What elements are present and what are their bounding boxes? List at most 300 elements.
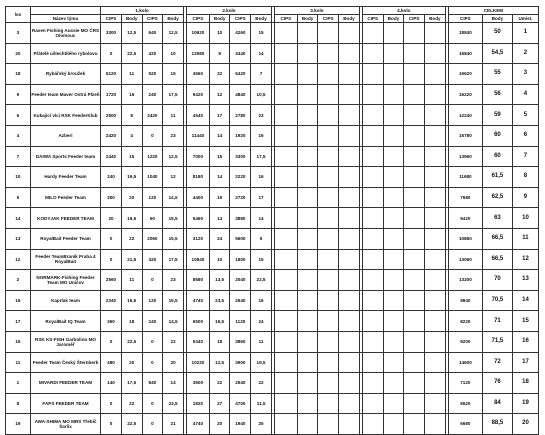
cell-r1: 11 bbox=[121, 64, 142, 85]
cell-r2: 16 bbox=[251, 125, 272, 146]
cell-r4 bbox=[383, 373, 404, 394]
cell-r2: 8 bbox=[209, 43, 230, 64]
cell-r1: 10 bbox=[163, 43, 184, 64]
cell-r4 bbox=[362, 414, 383, 435]
results-table bbox=[5, 6, 539, 435]
cell-r1: 14 bbox=[163, 373, 184, 394]
cell-r2: 10620 bbox=[187, 23, 210, 44]
header-r1-body2: Body bbox=[163, 15, 184, 23]
cell-r4 bbox=[383, 249, 404, 270]
cell-start: 15 bbox=[6, 331, 31, 352]
cell-r3 bbox=[274, 352, 297, 373]
header-r4-body2: Body bbox=[424, 15, 445, 23]
cell-place: 12 bbox=[512, 249, 538, 270]
cell-r1: 23 bbox=[163, 125, 184, 146]
cell-r1: 12,5 bbox=[121, 23, 142, 44]
cell-start: 18 bbox=[6, 64, 31, 85]
cell-r4 bbox=[383, 311, 404, 332]
cell-r4 bbox=[404, 228, 425, 249]
cell-total-cips: 14600 bbox=[448, 352, 482, 373]
table-row bbox=[6, 105, 539, 126]
cell-r2: 22 bbox=[209, 373, 230, 394]
cell-r1: 0 bbox=[142, 270, 163, 291]
cell-r2: 4560 bbox=[187, 64, 210, 85]
cell-r1: 15,5 bbox=[163, 208, 184, 229]
cell-r2: 1820 bbox=[187, 393, 210, 414]
cell-start: 8 bbox=[6, 393, 31, 414]
header-r2-body2: Body bbox=[251, 15, 272, 23]
cell-r2: 22 bbox=[209, 64, 230, 85]
cell-r2: 2640 bbox=[230, 290, 251, 311]
cell-r2: 16 bbox=[251, 167, 272, 188]
cell-r2: 5600 bbox=[230, 228, 251, 249]
cell-r3 bbox=[318, 187, 339, 208]
cell-r1: 16 bbox=[121, 84, 142, 105]
cell-r4 bbox=[404, 105, 425, 126]
cell-place: 7 bbox=[512, 146, 538, 167]
cell-r1: 0 bbox=[101, 228, 122, 249]
cell-r4 bbox=[404, 393, 425, 414]
cell-r2: 24 bbox=[251, 311, 272, 332]
cell-r1: 20 bbox=[121, 352, 142, 373]
cell-r1: 0 bbox=[101, 393, 122, 414]
cell-r2: 10,5 bbox=[251, 84, 272, 105]
cell-r2: 7000 bbox=[187, 146, 210, 167]
cell-r1: 420 bbox=[142, 43, 163, 64]
header-row-rounds bbox=[6, 7, 539, 15]
cell-r4 bbox=[362, 64, 383, 85]
cell-total-body: 71 bbox=[482, 311, 512, 332]
cell-place: 13 bbox=[512, 270, 538, 291]
cell-start: 1 bbox=[6, 373, 31, 394]
cell-r3 bbox=[339, 290, 360, 311]
cell-r2: 14 bbox=[209, 167, 230, 188]
cell-r4 bbox=[424, 187, 445, 208]
cell-r2: 5460 bbox=[187, 208, 210, 229]
cell-r1: 0 bbox=[142, 331, 163, 352]
cell-r2: 5340 bbox=[187, 331, 210, 352]
cell-r1: 360 bbox=[101, 311, 122, 332]
cell-r1: 3300 bbox=[101, 23, 122, 44]
cell-total-body: 71,5 bbox=[482, 331, 512, 352]
cell-r4 bbox=[383, 290, 404, 311]
cell-r3 bbox=[339, 228, 360, 249]
cell-total-body: 59 bbox=[482, 105, 512, 126]
cell-place: 10 bbox=[512, 208, 538, 229]
cell-r2: 2780 bbox=[230, 105, 251, 126]
cell-r4 bbox=[383, 393, 404, 414]
cell-r4 bbox=[362, 146, 383, 167]
cell-r4 bbox=[362, 290, 383, 311]
table-row bbox=[6, 290, 539, 311]
cell-r1: 5120 bbox=[101, 64, 122, 85]
header-team-blank bbox=[30, 7, 100, 15]
cell-start: 2 bbox=[6, 270, 31, 291]
cell-r2: 3860 bbox=[230, 331, 251, 352]
cell-r1: 22 bbox=[121, 393, 142, 414]
cell-r4 bbox=[383, 125, 404, 146]
results-body bbox=[6, 23, 539, 435]
cell-total-cips: 16620 bbox=[448, 64, 482, 85]
cell-r1: 300 bbox=[101, 187, 122, 208]
cell-total-body: 70 bbox=[482, 270, 512, 291]
cell-r4 bbox=[424, 352, 445, 373]
cell-r3 bbox=[318, 146, 339, 167]
cell-start: 17 bbox=[6, 311, 31, 332]
cell-r1: 0 bbox=[142, 393, 163, 414]
cell-r4 bbox=[362, 84, 383, 105]
cell-r4 bbox=[383, 167, 404, 188]
cell-place: 9 bbox=[512, 187, 538, 208]
cell-r2: 1800 bbox=[230, 249, 251, 270]
cell-r2: 11 bbox=[251, 331, 272, 352]
cell-r1: 1220 bbox=[142, 146, 163, 167]
cell-r3 bbox=[318, 64, 339, 85]
cell-r2: 4540 bbox=[187, 105, 210, 126]
cell-r4 bbox=[424, 228, 445, 249]
cell-r3 bbox=[297, 290, 318, 311]
cell-total-cips: 9420 bbox=[448, 208, 482, 229]
cell-team: MIVARDI FEEDER TEAM bbox=[30, 373, 100, 394]
cell-r3 bbox=[297, 311, 318, 332]
table-row bbox=[6, 228, 539, 249]
cell-r3 bbox=[297, 187, 318, 208]
cell-r3 bbox=[274, 167, 297, 188]
table-row bbox=[6, 414, 539, 435]
table-row bbox=[6, 331, 539, 352]
cell-r1: 17,5 bbox=[163, 84, 184, 105]
cell-r2: 8580 bbox=[187, 270, 210, 291]
cell-r2: 17,5 bbox=[251, 146, 272, 167]
cell-r2: 5 bbox=[251, 228, 272, 249]
cell-place: 15 bbox=[512, 311, 538, 332]
cell-r3 bbox=[274, 414, 297, 435]
cell-r4 bbox=[404, 146, 425, 167]
cell-r3 bbox=[318, 105, 339, 126]
cell-total-body: 61,5 bbox=[482, 167, 512, 188]
cell-r4 bbox=[362, 311, 383, 332]
cell-total-cips: 10860 bbox=[448, 228, 482, 249]
results-sheet bbox=[5, 6, 539, 435]
header-celkem: CELKEM bbox=[448, 7, 538, 15]
cell-r3 bbox=[318, 228, 339, 249]
cell-r1: 20 bbox=[121, 187, 142, 208]
cell-r4 bbox=[404, 125, 425, 146]
cell-r4 bbox=[362, 187, 383, 208]
cell-r4 bbox=[424, 331, 445, 352]
cell-r1: 15,5 bbox=[163, 228, 184, 249]
cell-r4 bbox=[383, 84, 404, 105]
cell-start: 7 bbox=[6, 146, 31, 167]
cell-r3 bbox=[274, 43, 297, 64]
cell-total-cips: 9200 bbox=[448, 331, 482, 352]
table-row bbox=[6, 208, 539, 229]
cell-r2: 2540 bbox=[230, 373, 251, 394]
header-r2-body: Body bbox=[209, 15, 230, 23]
cell-r1: 11 bbox=[121, 270, 142, 291]
cell-total-body: 70,5 bbox=[482, 290, 512, 311]
cell-r1: 1720 bbox=[101, 84, 122, 105]
cell-r3 bbox=[297, 84, 318, 105]
cell-team: KODYJAK FEEDER TEAM bbox=[30, 208, 100, 229]
cell-r4 bbox=[362, 125, 383, 146]
cell-r1: 0 bbox=[142, 414, 163, 435]
cell-r3 bbox=[318, 249, 339, 270]
table-row bbox=[6, 23, 539, 44]
cell-r3 bbox=[339, 331, 360, 352]
cell-r3 bbox=[297, 208, 318, 229]
cell-team: Feeder Team Český Šternberk bbox=[30, 352, 100, 373]
header-r1-body: Body bbox=[121, 15, 142, 23]
cell-r1: 2440 bbox=[101, 146, 122, 167]
cell-r2: 17 bbox=[209, 105, 230, 126]
cell-r3 bbox=[297, 352, 318, 373]
cell-total-body: 72 bbox=[482, 352, 512, 373]
cell-r1: 23 bbox=[163, 270, 184, 291]
cell-r4 bbox=[383, 352, 404, 373]
cell-r3 bbox=[339, 393, 360, 414]
cell-r4 bbox=[404, 43, 425, 64]
cell-r4 bbox=[383, 146, 404, 167]
cell-r2: 11440 bbox=[187, 125, 210, 146]
cell-r1: 14,5 bbox=[163, 187, 184, 208]
cell-r2: 10 bbox=[209, 23, 230, 44]
cell-r2: 22 bbox=[251, 373, 272, 394]
cell-r3 bbox=[318, 373, 339, 394]
cell-r1: 12 bbox=[163, 167, 184, 188]
cell-r4 bbox=[424, 43, 445, 64]
cell-r1: 22,5 bbox=[121, 414, 142, 435]
cell-r4 bbox=[424, 270, 445, 291]
cell-r2: 4840 bbox=[230, 84, 251, 105]
cell-total-cips: 16840 bbox=[448, 43, 482, 64]
cell-r2: 15 bbox=[251, 249, 272, 270]
cell-place: 5 bbox=[512, 105, 538, 126]
table-row bbox=[6, 373, 539, 394]
cell-r2: 13,5 bbox=[209, 270, 230, 291]
cell-r2: 1120 bbox=[230, 311, 251, 332]
cell-total-body: 60 bbox=[482, 125, 512, 146]
cell-r2: 11,5 bbox=[251, 393, 272, 414]
cell-team: DAIWA Sports Feeder team bbox=[30, 146, 100, 167]
cell-r2: 10840 bbox=[187, 249, 210, 270]
cell-r1: 120 bbox=[142, 187, 163, 208]
cell-total-body: 76 bbox=[482, 373, 512, 394]
cell-r4 bbox=[424, 84, 445, 105]
cell-r1: 2560 bbox=[101, 270, 122, 291]
cell-r1: 8 bbox=[121, 105, 142, 126]
cell-r1: 0 bbox=[101, 249, 122, 270]
cell-r3 bbox=[274, 146, 297, 167]
cell-r3 bbox=[297, 228, 318, 249]
cell-r1: 240 bbox=[101, 167, 122, 188]
cell-r3 bbox=[297, 331, 318, 352]
cell-r2: 4740 bbox=[187, 290, 210, 311]
cell-r1: 2340 bbox=[101, 290, 122, 311]
cell-r2: 14 bbox=[251, 43, 272, 64]
cell-team: RoyalBait IQ Team bbox=[30, 311, 100, 332]
cell-r2: 15 bbox=[251, 23, 272, 44]
cell-r4 bbox=[404, 84, 425, 105]
cell-r4 bbox=[424, 125, 445, 146]
cell-r1: 1040 bbox=[142, 167, 163, 188]
cell-r1: 4 bbox=[121, 125, 142, 146]
cell-start: 3 bbox=[6, 23, 31, 44]
cell-r2: 17 bbox=[251, 187, 272, 208]
cell-team: Feeder TeamBraník Praha 4 RoyalBait bbox=[30, 249, 100, 270]
cell-r4 bbox=[424, 373, 445, 394]
cell-r1: 520 bbox=[142, 64, 163, 85]
cell-r3 bbox=[297, 105, 318, 126]
cell-r4 bbox=[404, 373, 425, 394]
cell-r3 bbox=[274, 311, 297, 332]
header-r4-cips: CIPS bbox=[362, 15, 383, 23]
cell-r4 bbox=[362, 23, 383, 44]
cell-r3 bbox=[339, 414, 360, 435]
cell-r3 bbox=[339, 270, 360, 291]
cell-r2: 8180 bbox=[187, 167, 210, 188]
cell-r2: 20 bbox=[209, 414, 230, 435]
cell-r1: 15,5 bbox=[121, 290, 142, 311]
cell-team: Hardy Feeder Team bbox=[30, 167, 100, 188]
cell-r2: 6420 bbox=[230, 64, 251, 85]
cell-r1: 20 bbox=[163, 352, 184, 373]
cell-r4 bbox=[404, 414, 425, 435]
cell-total-cips: 13060 bbox=[448, 249, 482, 270]
table-row bbox=[6, 270, 539, 291]
cell-r4 bbox=[362, 105, 383, 126]
cell-r3 bbox=[297, 125, 318, 146]
cell-place: 1 bbox=[512, 23, 538, 44]
cell-r3 bbox=[318, 331, 339, 352]
cell-team: Přátelé ušlechtilého rybolovu bbox=[30, 43, 100, 64]
cell-r3 bbox=[297, 270, 318, 291]
cell-r3 bbox=[274, 373, 297, 394]
cell-r4 bbox=[424, 23, 445, 44]
cell-team: RoyalBait Feeder Team bbox=[30, 228, 100, 249]
cell-r2: 19,5 bbox=[251, 352, 272, 373]
cell-r3 bbox=[274, 249, 297, 270]
cell-r4 bbox=[424, 290, 445, 311]
cell-r4 bbox=[404, 352, 425, 373]
cell-r2: 2220 bbox=[230, 167, 251, 188]
cell-r3 bbox=[274, 84, 297, 105]
cell-team: RSK KS-FISH Garbolino MO Jaroměř bbox=[30, 331, 100, 352]
cell-r3 bbox=[274, 105, 297, 126]
cell-r3 bbox=[339, 373, 360, 394]
cell-start: 16 bbox=[6, 290, 31, 311]
header-round-2: 2.kolo bbox=[187, 7, 272, 15]
cell-r2: 2040 bbox=[230, 270, 251, 291]
cell-r1: 22 bbox=[121, 228, 142, 249]
cell-r3 bbox=[339, 187, 360, 208]
cell-r3 bbox=[318, 208, 339, 229]
header-total-cips: CIPS bbox=[448, 15, 482, 23]
cell-r2: 3300 bbox=[230, 146, 251, 167]
cell-r4 bbox=[424, 249, 445, 270]
cell-total-body: 84 bbox=[482, 393, 512, 414]
table-row bbox=[6, 167, 539, 188]
cell-r2: 14 bbox=[209, 125, 230, 146]
cell-r2: 27 bbox=[209, 393, 230, 414]
cell-r2: 2720 bbox=[230, 187, 251, 208]
cell-r3 bbox=[297, 43, 318, 64]
cell-start: 6 bbox=[6, 105, 31, 126]
cell-r2: 24 bbox=[209, 228, 230, 249]
cell-team: Rybářský kroužek bbox=[30, 64, 100, 85]
cell-r4 bbox=[383, 105, 404, 126]
cell-r3 bbox=[274, 270, 297, 291]
cell-team: Raven Fishing Aussie MO ČRS Olomouc bbox=[30, 23, 100, 44]
cell-r4 bbox=[383, 23, 404, 44]
cell-r4 bbox=[404, 167, 425, 188]
cell-r3 bbox=[274, 208, 297, 229]
cell-r1: 0 bbox=[142, 125, 163, 146]
cell-r4 bbox=[362, 43, 383, 64]
cell-r2: 4400 bbox=[187, 187, 210, 208]
cell-total-cips: 6520 bbox=[448, 393, 482, 414]
cell-r2: 10 bbox=[209, 249, 230, 270]
cell-r1: 22,5 bbox=[121, 43, 142, 64]
cell-r2: 22,5 bbox=[251, 270, 272, 291]
table-row bbox=[6, 311, 539, 332]
cell-r3 bbox=[274, 228, 297, 249]
cell-place: 8 bbox=[512, 167, 538, 188]
cell-r3 bbox=[339, 43, 360, 64]
cell-r2: 12,5 bbox=[209, 352, 230, 373]
cell-r3 bbox=[318, 270, 339, 291]
cell-r1: 140 bbox=[101, 373, 122, 394]
cell-r1: 21,5 bbox=[121, 249, 142, 270]
cell-r3 bbox=[318, 84, 339, 105]
cell-r2: 16,5 bbox=[209, 311, 230, 332]
cell-r4 bbox=[362, 208, 383, 229]
cell-r1: 2500 bbox=[101, 105, 122, 126]
cell-r1: 15,5 bbox=[163, 290, 184, 311]
header-round-3: 3.kolo bbox=[274, 7, 359, 15]
cell-r1: 19,5 bbox=[121, 208, 142, 229]
cell-r2: 10220 bbox=[187, 352, 210, 373]
header-r1-cips: CIPS bbox=[101, 15, 122, 23]
cell-r1: 20 bbox=[101, 208, 122, 229]
header-r3-cips2: CIPS bbox=[318, 15, 339, 23]
cell-r4 bbox=[383, 270, 404, 291]
cell-r3 bbox=[297, 249, 318, 270]
cell-start: 13 bbox=[6, 228, 31, 249]
cell-r4 bbox=[404, 208, 425, 229]
header-team: Název týmu bbox=[30, 15, 100, 23]
cell-place: 16 bbox=[512, 331, 538, 352]
header-r4-body: Body bbox=[383, 15, 404, 23]
cell-r3 bbox=[339, 23, 360, 44]
cell-total-cips: 16220 bbox=[448, 84, 482, 105]
cell-r4 bbox=[404, 64, 425, 85]
cell-r3 bbox=[339, 311, 360, 332]
cell-team: Kukající vlci RSK FeederKlub bbox=[30, 105, 100, 126]
cell-r4 bbox=[424, 311, 445, 332]
cell-r2: 4700 bbox=[230, 393, 251, 414]
cell-start: 4 bbox=[6, 125, 31, 146]
cell-r4 bbox=[404, 270, 425, 291]
cell-r3 bbox=[274, 290, 297, 311]
cell-r2: 3440 bbox=[230, 43, 251, 64]
cell-r3 bbox=[297, 393, 318, 414]
cell-place: 3 bbox=[512, 64, 538, 85]
cell-total-body: 66,5 bbox=[482, 228, 512, 249]
cell-r3 bbox=[297, 373, 318, 394]
header-start: los bbox=[6, 7, 31, 23]
cell-r2: 14 bbox=[209, 208, 230, 229]
